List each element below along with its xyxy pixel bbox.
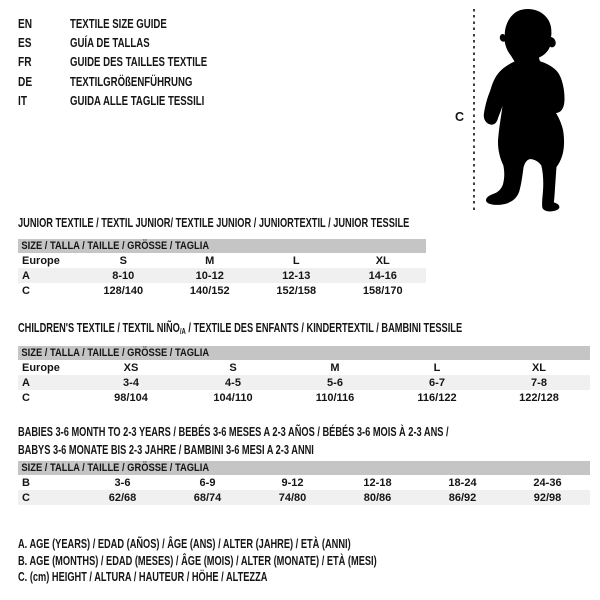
row-label: Europe xyxy=(22,361,60,374)
height-dotted-line xyxy=(473,9,475,212)
row-label: B xyxy=(22,476,30,489)
table-header-band xyxy=(18,346,590,360)
size-cell: 12-13 xyxy=(282,269,311,282)
size-cell: XS xyxy=(123,361,139,374)
table-row-c xyxy=(18,283,426,298)
row-label: C xyxy=(22,391,30,404)
language-title-list xyxy=(18,14,438,110)
size-cell: 3-4 xyxy=(123,376,139,389)
size-cell: 7-8 xyxy=(531,376,547,389)
size-header-label: SIZE / TALLA / TAILLE / GRÖSSE / TAGLIA xyxy=(21,347,210,359)
size-cell: 68/74 xyxy=(193,491,222,504)
table-row-a xyxy=(18,268,426,283)
legend-footnotes xyxy=(18,536,503,586)
language-code: FR xyxy=(18,54,32,70)
size-cell: 62/68 xyxy=(108,491,137,504)
size-cell: S xyxy=(229,361,237,374)
language-code: DE xyxy=(18,73,33,89)
size-cell: 116/122 xyxy=(417,391,457,404)
junior-size-table xyxy=(18,239,426,298)
size-cell: 122/128 xyxy=(519,391,559,404)
size-header-label: SIZE / TALLA / TAILLE / GRÖSSE / TAGLIA xyxy=(21,240,210,252)
section-heading-junior: JUNIOR TEXTILE / TEXTIL JUNIOR/ TEXTILE JUNIOR / JUNIORTEXTIL / JUNIOR TESSILE xyxy=(18,216,410,230)
size-cell: 6-7 xyxy=(429,376,445,389)
size-cell: 12-18 xyxy=(363,476,392,489)
size-cell: 128/140 xyxy=(103,284,144,297)
table-header-band xyxy=(18,461,590,475)
size-cell: 9-12 xyxy=(281,476,304,489)
language-row xyxy=(18,72,438,91)
size-cell: 80/86 xyxy=(363,491,392,504)
size-cell: 86/92 xyxy=(448,491,477,504)
size-cell: 74/80 xyxy=(278,491,307,504)
size-cell: 3-6 xyxy=(114,476,131,489)
table-row-europe xyxy=(18,253,426,268)
footnote-a: A. AGE (YEARS) / EDAD (AÑOS) / ÂGE (ANS) / ALTER (JAHRE) / ETÀ (ANNI) xyxy=(18,537,351,551)
size-cell: M xyxy=(330,361,340,374)
language-title: GUIDA ALLE TAGLIE TESSILI xyxy=(70,92,205,108)
language-title: TEXTILE SIZE GUIDE xyxy=(70,16,167,32)
row-label: Europe xyxy=(22,254,60,267)
language-row xyxy=(18,91,438,110)
table-row-c xyxy=(18,390,590,405)
row-label: C xyxy=(22,284,30,297)
babies-size-table xyxy=(18,461,590,505)
size-cell: 92/98 xyxy=(533,491,562,504)
size-cell: 140/152 xyxy=(189,284,230,297)
size-cell: 158/170 xyxy=(362,284,403,297)
size-cell: 8-10 xyxy=(112,269,135,282)
table-header-band xyxy=(18,239,426,253)
table-row-b xyxy=(18,475,590,490)
language-code: ES xyxy=(18,35,32,51)
section-heading-babies: BABIES 3-6 MONTH TO 2-3 YEARS / BEBÉS 3-6 MESES A 2-3 AÑOS / BÉBÉS 3-6 MOIS À 2-3 ANS / BABYS 3-6 MONATE BIS 2-3 JAHRE / BAMBINI 3-6 MESI A 2-3 ANNI xyxy=(18,425,449,457)
section-heading-children: CHILDREN'S TEXTILE / TEXTIL NIÑO/A / TEXTILE DES ENFANTS / KINDERTEXTIL / BAMBINI TESSILE xyxy=(18,321,463,336)
row-label: A xyxy=(22,269,30,282)
size-cell: 14-16 xyxy=(368,269,397,282)
language-title: TEXTILGRÖßENFÜHRUNG xyxy=(70,73,193,89)
size-cell: L xyxy=(433,361,441,374)
children-size-table xyxy=(18,346,590,405)
table-row-europe xyxy=(18,360,590,375)
size-cell: 152/158 xyxy=(276,284,317,297)
footnote-b: B. AGE (MONTHS) / EDAD (MESES) / ÂGE (MOIS) / ALTER (MONATE) / ETÀ (MESI) xyxy=(18,553,377,568)
row-label: C xyxy=(22,491,30,504)
baby-silhouette xyxy=(482,7,572,212)
size-cell: 5-6 xyxy=(327,376,343,389)
size-cell: 110/116 xyxy=(315,391,355,404)
size-cell: M xyxy=(205,254,215,267)
size-cell: L xyxy=(292,254,300,267)
language-row xyxy=(18,14,438,33)
footnote-c: C. (cm) HEIGHT / ALTURA / HAUTEUR / HÖHE / ALTEZZA xyxy=(18,570,268,584)
size-cell: 6-9 xyxy=(199,476,216,489)
language-title: GUIDE DES TAILLES TEXTILE xyxy=(70,54,208,70)
size-cell: XL xyxy=(531,361,547,374)
size-cell: 18-24 xyxy=(448,476,477,489)
language-code: IT xyxy=(18,92,28,108)
language-title: GUÍA DE TALLAS xyxy=(70,35,150,51)
language-row xyxy=(18,52,438,71)
language-row xyxy=(18,33,438,52)
size-cell: 98/104 xyxy=(114,391,148,404)
table-row-a xyxy=(18,375,590,390)
size-cell: XL xyxy=(375,254,390,267)
size-cell: 24-36 xyxy=(533,476,562,489)
table-row-c xyxy=(18,490,590,505)
height-measure-label: C xyxy=(455,110,465,124)
size-cell: 10-12 xyxy=(195,269,224,282)
language-code: EN xyxy=(18,16,33,32)
row-label: A xyxy=(22,376,30,389)
size-cell: 4-5 xyxy=(225,376,241,389)
size-cell: 104/110 xyxy=(213,391,253,404)
size-cell: S xyxy=(119,254,127,267)
size-header-label: SIZE / TALLA / TAILLE / GRÖSSE / TAGLIA xyxy=(21,462,210,474)
